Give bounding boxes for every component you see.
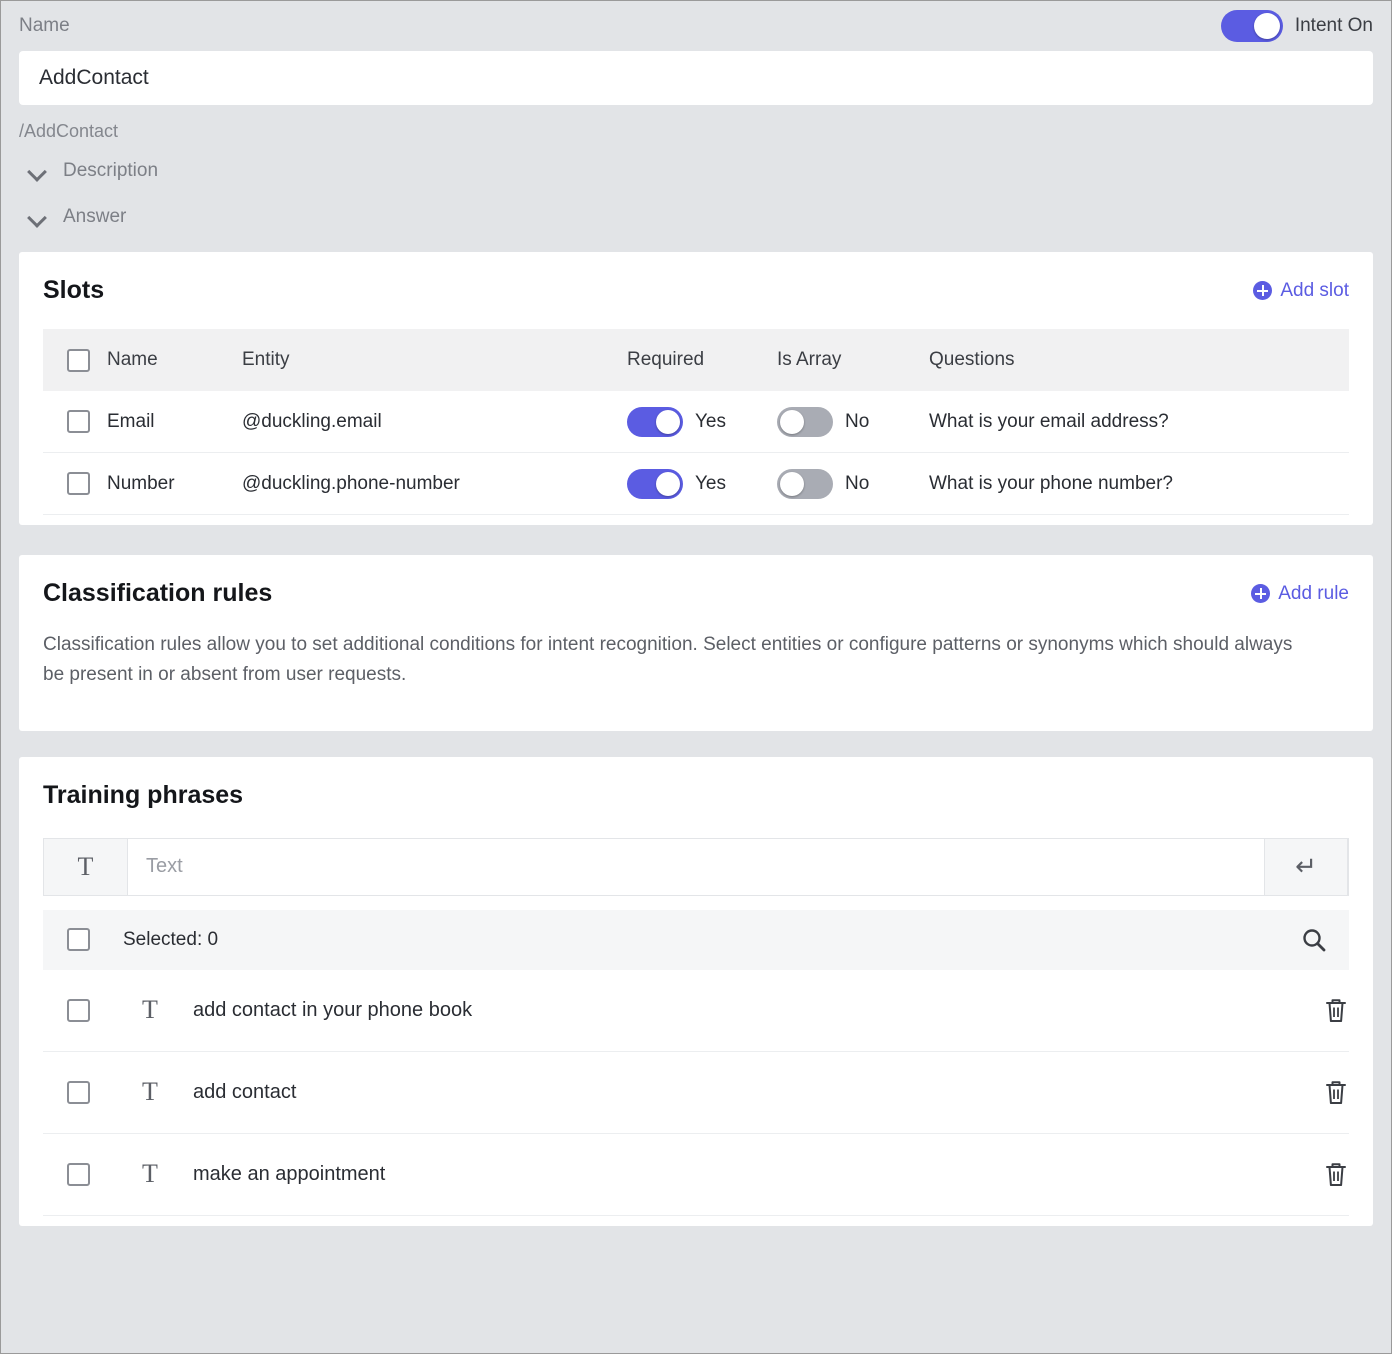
slots-card [19,252,1373,525]
slot-required-text: Yes [695,472,726,494]
training-phrase-input[interactable] [128,839,1264,895]
row-checkbox[interactable] [67,410,90,433]
add-slot-label: Add slot [1280,279,1349,301]
classification-rules-header [19,555,1373,618]
header-entity: Entity [242,349,290,370]
slot-is-array-cell [777,407,929,437]
list-item [43,1134,1349,1216]
toggle-knob [656,472,680,496]
toggle-knob [780,472,804,496]
slot-required-cell [627,469,777,499]
slot-is-array-text: No [845,410,870,432]
slot-required-toggle[interactable] [627,469,683,499]
row-select-cell [43,410,107,433]
classification-rules-description: Classification rules allow you to set additional conditions for intent recognition. Select entities or configure patterns or synonyms which should always be present in or absent from user requests. [43,634,1293,686]
training-phrase-text[interactable]: make an appointment [193,1162,386,1185]
slot-entity: @duckling.email [242,410,382,432]
select-all-cell [43,349,107,372]
training-phrases-card [19,757,1373,1226]
name-label: Name [19,15,70,36]
slot-is-array-cell [777,469,929,499]
text-type-icon: T [142,995,158,1025]
intent-name-input[interactable] [19,51,1373,105]
training-phrases-header [19,757,1373,820]
slot-is-array-text: No [845,472,870,494]
slot-entity: @duckling.phone-number [242,472,460,494]
chevron-down-icon [29,162,47,180]
intent-header [1,1,1391,240]
answer-section-toggle[interactable] [19,194,1373,240]
enter-return-icon[interactable]: ↵ [1264,839,1348,895]
intent-on-toggle[interactable] [1221,10,1283,42]
intent-on-label: Intent On [1294,15,1373,36]
select-all-cell [43,928,107,951]
header-questions: Questions [929,349,1015,370]
row-checkbox[interactable] [67,1081,90,1104]
chevron-down-icon [29,208,47,226]
slot-required-text: Yes [695,410,726,432]
row-checkbox[interactable] [67,1163,90,1186]
add-slot-button[interactable] [1253,280,1349,302]
slot-required-toggle[interactable] [627,407,683,437]
slot-name: Number [107,472,175,494]
slot-question: What is your email address? [929,410,1169,432]
add-rule-button[interactable] [1251,583,1349,605]
list-item [43,1052,1349,1134]
classification-rules-card [19,555,1373,731]
search-icon[interactable] [1301,927,1327,953]
answer-label: Answer [63,206,127,227]
select-all-checkbox[interactable] [67,349,90,372]
slots-title: Slots [43,276,105,304]
training-phrase-text[interactable]: add contact in your phone book [193,998,473,1021]
toggle-knob [780,410,804,434]
select-all-checkbox[interactable] [67,928,90,951]
slot-required-cell [627,407,777,437]
trash-icon[interactable] [1323,1078,1349,1106]
classification-rules-title: Classification rules [43,579,273,607]
plus-circle-icon [1251,584,1270,603]
header-required: Required [627,349,705,370]
name-row [19,1,1373,51]
table-row [43,453,1349,515]
slot-question: What is your phone number? [929,472,1173,494]
slots-table-header [43,329,1349,391]
description-label: Description [63,160,159,181]
toggle-knob [656,410,680,434]
slots-table [43,329,1349,515]
slots-card-header [19,252,1373,315]
header-is-array: Is Array [777,349,842,370]
header-name: Name [107,349,158,370]
text-type-icon[interactable]: T [44,839,128,895]
slot-name: Email [107,410,155,432]
text-type-icon: T [142,1077,158,1107]
list-item [43,970,1349,1052]
table-row [43,391,1349,453]
add-rule-label: Add rule [1278,582,1349,604]
plus-circle-icon [1253,281,1272,300]
intent-toggle-group[interactable] [1221,10,1373,42]
row-checkbox[interactable] [67,472,90,495]
row-checkbox[interactable] [67,999,90,1022]
selected-count-label: Selected: 0 [123,928,219,950]
training-phrases-title: Training phrases [43,780,244,809]
row-select-cell [43,1163,107,1186]
training-phrase-text[interactable]: add contact [193,1080,297,1103]
training-phrases-selection-bar [43,910,1349,970]
slot-is-array-toggle[interactable] [777,407,833,437]
row-select-cell [43,1081,107,1104]
trash-icon[interactable] [1323,1160,1349,1188]
row-select-cell [43,472,107,495]
training-phrase-input-row [43,838,1349,896]
slot-is-array-toggle[interactable] [777,469,833,499]
intent-slug: /AddContact [19,121,119,141]
trash-icon[interactable] [1323,996,1349,1024]
row-select-cell [43,999,107,1022]
toggle-knob [1254,13,1280,39]
text-type-icon: T [142,1159,158,1189]
description-section-toggle[interactable] [19,148,1373,194]
